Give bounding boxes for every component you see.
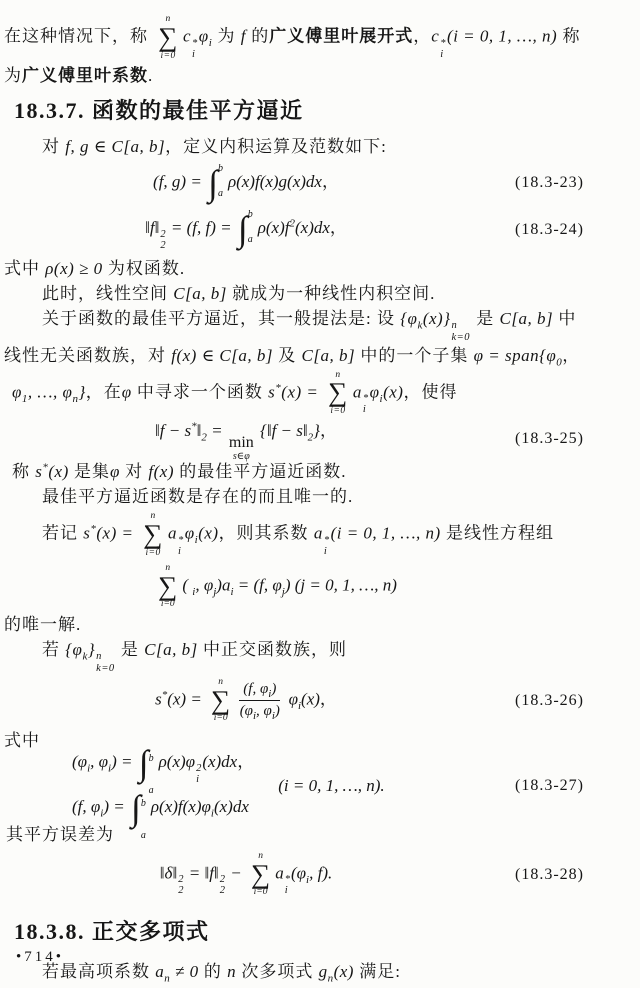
math-run: φ = span{φ (473, 345, 557, 365)
math-run: ‖f − s (155, 421, 192, 440)
math-run: ) = (103, 796, 129, 816)
superscript: * (42, 461, 49, 474)
equation-18-3-25 (0, 419, 640, 462)
math-run: (x)dx (294, 217, 330, 237)
subscript: k (417, 319, 423, 332)
subscript: n (327, 971, 334, 984)
sum-operator-icon: n ∑ i=0 (158, 562, 178, 610)
text-run: ，定义内积运算及范数如下: (165, 137, 387, 157)
text-run: ，使得 (403, 382, 458, 402)
sup-sub-stack: * i (284, 874, 290, 897)
text-run: 若 (42, 640, 66, 660)
math-run: ‖δ‖ (159, 863, 178, 883)
equation-linear-system (0, 560, 640, 612)
math-run: ρ(x)φ (158, 751, 196, 771)
subscript: j (213, 585, 217, 598)
math-run: C[a, b] (173, 284, 227, 304)
math-run: s (155, 689, 162, 709)
math-run: g (318, 961, 328, 981)
math-run: φ (198, 26, 209, 46)
subscript: 0 (556, 355, 563, 368)
text-run: ， (413, 26, 432, 46)
text-run: 就成为一种线性内积空间. (226, 284, 436, 304)
math-run: (x)dx (213, 796, 249, 816)
subscript: i (192, 585, 196, 598)
math-run: , φ (256, 703, 272, 719)
math-run: (x) (198, 523, 219, 543)
math-run: , φ (90, 751, 109, 771)
para-general-statement-line1 (0, 306, 640, 342)
math-run: ≠ 0 (170, 961, 199, 981)
math-run: } (78, 382, 86, 402)
math-run: } (87, 640, 96, 660)
math-run: c (431, 26, 440, 46)
equation-label: (18.3-25) (515, 430, 584, 447)
math-run: = (f, f) = (166, 217, 236, 237)
math-run: , …, φ (27, 382, 73, 402)
math-run: ) (271, 680, 277, 697)
para-generalized-fourier-expansion-line1 (0, 14, 640, 61)
subscript: i (194, 534, 199, 547)
sup-sub-stack: n k=0 (96, 651, 115, 674)
math-run: ρ(x)f (257, 217, 290, 237)
text-run: 此时，线性空间 (42, 284, 174, 304)
superscript: * (161, 688, 168, 701)
text-run: 称 (557, 26, 581, 46)
text-run: 在这种情况下，称 (4, 26, 154, 46)
math-run: ) = (111, 751, 137, 771)
math-run: f(x) (148, 462, 174, 481)
para-general-statement-line2 (0, 343, 640, 368)
text-run: ，在 (85, 382, 122, 402)
text-run: ，则其系数 (218, 523, 314, 543)
subscript: i (210, 807, 214, 820)
text-run: 中正交函数族，则 (197, 640, 347, 660)
subscript: k (82, 650, 88, 663)
math-run: {‖f − s‖ (255, 421, 308, 440)
subscript: i (271, 710, 275, 722)
subscript: i (252, 710, 257, 722)
section-heading-18-3-7: 18.3.7. 函数的最佳平方逼近 (14, 98, 304, 124)
para-weight-function (0, 256, 640, 281)
math-run: (x) (301, 689, 320, 709)
equation-18-3-26 (0, 674, 640, 728)
sup-sub-stack: * i (177, 534, 184, 557)
subscript: i (230, 585, 234, 598)
superscript: * (191, 420, 197, 433)
subscript: i (108, 762, 112, 775)
integral-operator-icon: ∫ b a (208, 162, 223, 203)
text-run: 是集 (68, 462, 110, 481)
para-unique-solution (0, 612, 640, 637)
text-run: ， (329, 217, 347, 237)
bold-text-run: 广义傅里叶系数 (22, 66, 148, 86)
math-run: (f, φ (72, 796, 101, 816)
text-run: 是 (471, 309, 500, 329)
equation-label: (18.3-28) (515, 865, 584, 883)
math-run: a (352, 382, 362, 402)
subscript: i (379, 392, 384, 405)
math-run: φ (284, 689, 298, 709)
math-run: f, g ∈ C[a, b] (65, 137, 166, 157)
integral-operator-icon: ∫ b a (237, 209, 253, 250)
text-run: ， (237, 751, 255, 771)
math-run: (i = 0, 1, …, n) (447, 26, 558, 46)
text-run: 中的一个子集 (355, 345, 474, 365)
math-run: (φ (239, 703, 253, 719)
sum-operator-icon: n ∑ i=0 (328, 369, 348, 417)
para-inner-product-intro (0, 134, 640, 159)
equation-content (155, 677, 337, 724)
math-run: (i = 0, 1, …, n). (278, 775, 385, 795)
page-number: •714• (16, 949, 65, 965)
math-run: (φ (72, 751, 88, 771)
math-run: )a (216, 575, 231, 595)
text-run: 关于函数的最佳平方逼近，其一般提法是: 设 (42, 309, 401, 329)
math-run: s (83, 523, 91, 543)
math-run: (φ (290, 863, 307, 883)
text-run: ， (562, 345, 581, 365)
math-run: φ (110, 462, 120, 481)
math-run: (x) = (167, 689, 207, 709)
equation-label: (18.3-23) (515, 173, 584, 191)
integral-operator-icon: ∫ b a (138, 743, 154, 797)
math-run: , φ (195, 575, 214, 595)
section-heading-18-3-8: 18.3.8. 正交多项式 (14, 918, 210, 944)
math-run: a (275, 863, 284, 883)
para-best-approx-definition (0, 459, 640, 484)
math-run: n (227, 961, 237, 981)
math-run: f(x) ∈ C[a, b] (171, 345, 273, 365)
math-run: } (313, 421, 320, 440)
text-run: 中 (553, 309, 577, 329)
superscript: * (90, 522, 97, 535)
para-inner-product-space (0, 281, 640, 306)
math-run: = (206, 421, 227, 440)
equation-label: (18.3-24) (515, 220, 584, 238)
text-run: 为 (4, 66, 22, 86)
math-run: ) (j = 0, 1, …, n) (284, 575, 397, 595)
equation-content (153, 563, 397, 610)
sup-sub-stack: * i (440, 37, 447, 60)
math-run: (x)} (422, 309, 451, 329)
text-run: 称 (12, 462, 36, 481)
text-run: 式中 (4, 730, 40, 750)
math-run: f (240, 26, 246, 46)
math-run: = ‖f‖ (184, 863, 219, 883)
text-run: 满足: (353, 961, 401, 981)
text-run: 及 (273, 345, 302, 365)
sup-sub-stack: * i (192, 37, 198, 60)
para-existence-uniqueness (0, 484, 640, 509)
integral-operator-icon: ∫ b a (131, 787, 146, 841)
equation-content (72, 743, 255, 797)
sum-operator-icon: n ∑ i=0 (143, 511, 163, 558)
text-run: 式中 (4, 259, 46, 279)
math-run: φ (121, 382, 132, 402)
subscript: j (281, 585, 285, 598)
subscript: i (268, 687, 272, 700)
math-run: , f). (309, 863, 333, 883)
subscript: i (208, 37, 213, 50)
math-run: φ (369, 382, 380, 402)
text-run: 的最佳平方逼近函数. (174, 462, 347, 481)
text-run: 其平方误差为 (6, 824, 114, 844)
text-run: 次多项式 (236, 961, 319, 981)
math-run: (x) (48, 462, 69, 481)
text-run: . (148, 66, 154, 86)
math-run: ‖f‖ (145, 217, 160, 237)
math-run: − (225, 863, 246, 883)
para-general-statement-line3 (0, 370, 640, 417)
subscript: i (87, 762, 91, 775)
subscript: n (164, 971, 171, 984)
math-run: C[a, b] (301, 345, 356, 365)
text-run: ， (319, 421, 337, 440)
equation-18-3-28 (0, 847, 640, 903)
subscript: i (306, 873, 310, 886)
sum-operator-icon: n ∑ i=0 (250, 850, 271, 898)
equation-pair-column (72, 743, 255, 841)
math-run: C[a, b] (499, 309, 554, 329)
text-run: 中寻求一个函数 (131, 382, 269, 402)
para-coefficients-linear-system (0, 511, 640, 558)
math-run: (x)dx (202, 751, 238, 771)
text-run: 线性无关函数族，对 (4, 345, 172, 365)
subscript: 2 (307, 431, 314, 444)
para-orthogonal-polynomial-intro (0, 959, 640, 984)
bold-text-run: 广义傅里叶展开式 (269, 26, 414, 46)
math-run: (x) (383, 382, 404, 402)
subscript: i (100, 807, 104, 820)
sup-sub-stack: 2 2 (160, 228, 166, 251)
math-run: ρ(x) ≥ 0 (45, 259, 103, 279)
equation-content (155, 416, 337, 462)
sup-sub-stack: 2 2 (178, 874, 184, 897)
min-operator: min s∈φ (228, 434, 254, 462)
sum-operator-icon: n ∑ i=0 (158, 14, 178, 61)
subscript: 2 (201, 431, 207, 444)
math-run: (f, φ (243, 680, 269, 697)
math-run: φ (12, 382, 22, 402)
equation-content (145, 209, 347, 251)
subscript: 1 (21, 392, 28, 405)
text-run: 为 (212, 26, 241, 46)
sup-sub-stack: 2 2 (219, 874, 225, 897)
math-run: s (35, 462, 43, 481)
sup-sub-stack: n k=0 (451, 320, 470, 343)
math-run: ) (274, 703, 280, 719)
para-generalized-fourier-expansion-line2 (0, 63, 640, 88)
sum-operator-icon: n ∑ i=0 (211, 676, 231, 724)
text-run: 是 (115, 640, 145, 660)
sup-sub-stack: * i (362, 393, 369, 416)
fraction (239, 680, 280, 722)
text-run: 若记 (42, 523, 84, 543)
text-run: ， (319, 689, 337, 709)
math-run: (f, g) = (153, 171, 207, 191)
text-run: 最佳平方逼近函数是存在的而且唯一的. (42, 487, 354, 506)
math-run: ρ(x)f(x)φ (150, 796, 211, 816)
para-orthogonal-family (0, 637, 640, 673)
text-run: 的 (198, 961, 228, 981)
text-run: 对 (42, 137, 66, 157)
text-run: 的唯一解. (4, 615, 82, 635)
math-run: {φ (400, 309, 418, 329)
text-run: 若最高项系数 (42, 961, 156, 981)
math-run: s (268, 382, 276, 402)
math-run: ‖ (196, 421, 202, 440)
math-run: a (167, 523, 177, 543)
text-run: ， (321, 171, 339, 191)
math-run: (i = 0, 1, …, n) (330, 523, 441, 543)
equation-label: (18.3-26) (515, 691, 584, 709)
equation-label: (18.3-27) (515, 776, 584, 794)
subscript: i (297, 699, 302, 712)
math-run: φ (184, 523, 195, 543)
math-run: (x) (333, 961, 354, 981)
sup-sub-stack: 2 i (196, 762, 202, 785)
equation-content (153, 163, 339, 203)
math-run: ( (182, 575, 193, 595)
math-run: (x) = (281, 382, 324, 402)
text-run: 是线性方程组 (440, 523, 554, 543)
superscript: * (275, 381, 282, 394)
math-run: C[a, b] (144, 640, 198, 660)
math-run: ρ(x)f(x)g(x)dx (227, 171, 322, 191)
equation-content (160, 851, 332, 898)
math-run: a (155, 961, 165, 981)
equation-18-3-24 (0, 206, 640, 253)
superscript: 2 (289, 217, 295, 230)
math-run: = (f, φ (233, 575, 282, 595)
equation-content (72, 787, 254, 841)
text-run: 对 (119, 462, 149, 481)
text-run: 为权函数. (102, 259, 186, 279)
equation-18-3-23 (0, 159, 640, 206)
equation-index-condition (278, 776, 384, 796)
subscript: n (72, 392, 79, 405)
math-run: (x) = (96, 523, 139, 543)
math-run: a (313, 523, 323, 543)
sup-sub-stack: * i (323, 534, 330, 557)
math-run: c (183, 26, 192, 46)
text-run: 的 (246, 26, 270, 46)
math-run: {φ (65, 640, 83, 660)
